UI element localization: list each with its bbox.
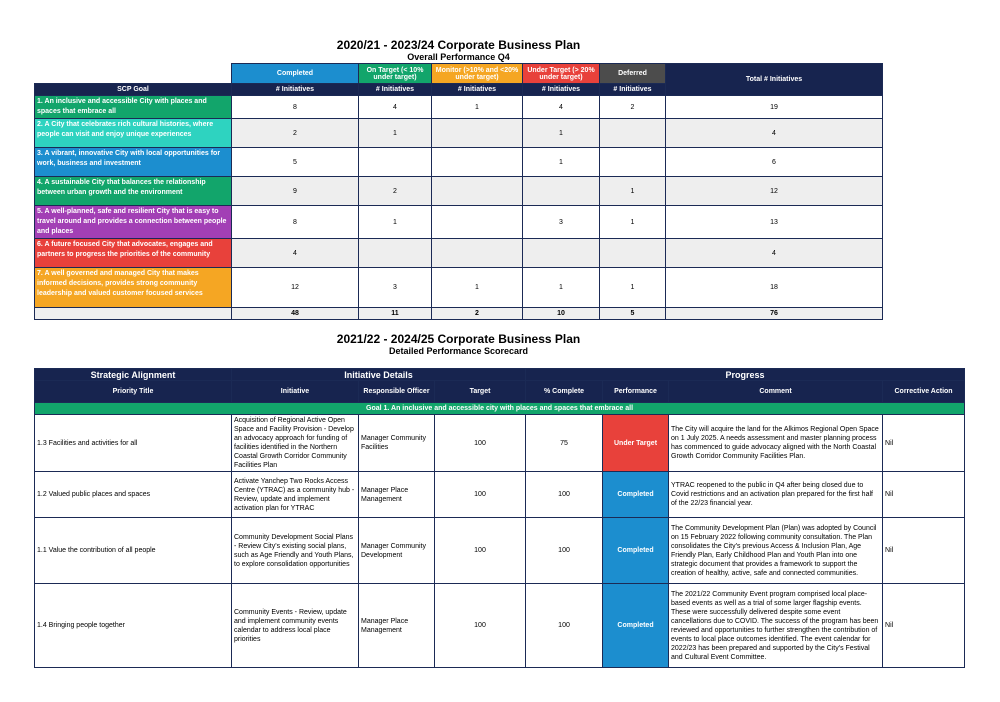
scorecard-row [35, 584, 965, 668]
col-responsible-officer: Responsible Officer [359, 381, 435, 403]
count-on-target [359, 239, 432, 268]
count-total: 13 [666, 206, 883, 239]
count-total: 19 [666, 96, 883, 119]
group-strategic-alignment: Strategic Alignment [35, 369, 232, 381]
priority-title: 1.4 Bringing people together [35, 584, 232, 668]
count-total: 18 [666, 268, 883, 308]
count-completed: 8 [232, 206, 359, 239]
goal-summary-row [35, 119, 883, 148]
col-corrective-action: Corrective Action [883, 381, 965, 403]
header-on-target: On Target (< 10% under target) [359, 64, 432, 84]
header-initiatives: # Initiatives [359, 84, 432, 96]
count-monitor [432, 148, 523, 177]
goal-summary-row [35, 148, 883, 177]
col-priority-title: Priority Title [35, 381, 232, 403]
corrective-action: Nil [883, 472, 965, 518]
group-progress: Progress [526, 369, 965, 381]
total-completed: 48 [232, 308, 359, 320]
comment-text: The 2021/22 Community Event program comprised local place-based events as well as a trial of some larger flagship events. These were successfully delivered despite some event cancellations due to COVID. The success of the program has been reviewed and opportunities to further strengthen the contribution of events to local place outcomes identified. The event calendar for 2022/23 has been prepared and supported by the City's Festival and Cultural Event Committee. [669, 584, 883, 668]
count-monitor: 1 [432, 96, 523, 119]
header-initiatives: # Initiatives [600, 84, 666, 96]
target-value: 100 [435, 584, 526, 668]
col-comment: Comment [669, 381, 883, 403]
count-total: 12 [666, 177, 883, 206]
total-on-target: 11 [359, 308, 432, 320]
comment-text: The City will acquire the land for the Alkimos Regional Open Space on 1 July 2025. A needs assessment and master planning process has commenced to guide advocacy aligned with the North Coastal Growth Corridor Community Facilities Plan. [669, 415, 883, 472]
count-under-target: 4 [523, 96, 600, 119]
count-completed: 5 [232, 148, 359, 177]
header-scp-goal: SCP Goal [35, 84, 232, 96]
group-initiative-details: Initiative Details [232, 369, 526, 381]
count-on-target: 4 [359, 96, 432, 119]
percent-complete: 100 [526, 584, 603, 668]
count-deferred: 1 [600, 177, 666, 206]
col-percent-complete: % Complete [526, 381, 603, 403]
col-performance: Performance [603, 381, 669, 403]
count-under-target: 1 [523, 148, 600, 177]
count-completed: 2 [232, 119, 359, 148]
count-on-target: 1 [359, 206, 432, 239]
count-under-target: 1 [523, 119, 600, 148]
count-total: 4 [666, 239, 883, 268]
count-under-target: 1 [523, 268, 600, 308]
count-completed: 8 [232, 96, 359, 119]
count-deferred [600, 239, 666, 268]
scorecard-row [35, 415, 965, 472]
goal-label: 6. A future focused City that advocates, engages and partners to progress the priorities of the community [35, 239, 232, 268]
percent-complete: 75 [526, 415, 603, 472]
responsible-officer: Manager Community Facilities [359, 415, 435, 472]
goal-label: 3. A vibrant, innovative City with local opportunities for work, business and investment [35, 148, 232, 177]
goal-summary-row [35, 206, 883, 239]
col-target: Target [435, 381, 526, 403]
total-initiatives: 76 [666, 308, 883, 320]
priority-title: 1.3 Facilities and activities for all [35, 415, 232, 472]
count-deferred: 2 [600, 96, 666, 119]
scorecard-table [34, 368, 965, 668]
priority-title: 1.2 Valued public places and spaces [35, 472, 232, 518]
header-monitor: Monitor (>10% and <20% under target) [432, 64, 523, 84]
goal-label: 4. A sustainable City that balances the relationship between urban growth and the environment [35, 177, 232, 206]
count-deferred [600, 119, 666, 148]
count-monitor [432, 206, 523, 239]
count-monitor [432, 177, 523, 206]
scorecard-subtitle: Detailed Performance Scorecard [388, 346, 529, 356]
target-value: 100 [435, 472, 526, 518]
performance-status: Under Target [603, 415, 669, 472]
count-total: 6 [666, 148, 883, 177]
goal-label: 5. A well-planned, safe and resilient City that is easy to travel around and provides a connection between people and places [35, 206, 232, 239]
summary-title: 2020/21 - 2023/24 Corporate Business Plan [336, 38, 581, 52]
percent-complete: 100 [526, 518, 603, 584]
target-value: 100 [435, 518, 526, 584]
header-completed: Completed [232, 64, 359, 84]
col-initiative: Initiative [232, 381, 359, 403]
comment-text: YTRAC reopened to the public in Q4 after being closed due to Covid restrictions and an activation plan prepared for the first half of the 22/23 financial year. [669, 472, 883, 518]
goal-summary-row [35, 268, 883, 308]
count-under-target [523, 239, 600, 268]
performance-status: Completed [603, 472, 669, 518]
responsible-officer: Manager Place Management [359, 472, 435, 518]
initiative-text: Activate Yanchep Two Rocks Access Centre (YTRAC) as a community hub - Review, update and implement activation plan for YTRAC [232, 472, 359, 518]
goal-label: 2. A City that celebrates rich cultural histories, where people can visit and enjoy unique experiences [35, 119, 232, 148]
count-monitor [432, 239, 523, 268]
scorecard-title: 2021/22 - 2024/25 Corporate Business Plan [336, 332, 581, 346]
header-initiatives: # Initiatives [232, 84, 359, 96]
corrective-action: Nil [883, 584, 965, 668]
initiative-text: Acquisition of Regional Active Open Space and Facility Provision - Develop an advocacy approach for funding of facilities identified in the Northern Coastal Growth Corridor Community Facilities Plan [232, 415, 359, 472]
count-deferred: 1 [600, 206, 666, 239]
goal-label: 7. A well governed and managed City that makes informed decisions, provides strong community leadership and valued customer focused services [35, 268, 232, 308]
scorecard-row [35, 472, 965, 518]
initiative-text: Community Events - Review, update and implement community events calendar to address local place priorities [232, 584, 359, 668]
header-initiatives: # Initiatives [523, 84, 600, 96]
comment-text: The Community Development Plan (Plan) was adopted by Council on 15 February 2022 following community consultation. The Plan consolidates the City's previous Access & Inclusion Plan, Age Friendly Plan, Early Childhood Plan and Youth Plan into one strategic document that provides a framework to support the creation of healthy, active, safe and connected communities. [669, 518, 883, 584]
goal-summary-row [35, 96, 883, 119]
blank-header-cell [35, 64, 232, 84]
header-under-target: Under Target (> 20% under target) [523, 64, 600, 84]
target-value: 100 [435, 415, 526, 472]
count-completed: 12 [232, 268, 359, 308]
count-total: 4 [666, 119, 883, 148]
responsible-officer: Manager Community Development [359, 518, 435, 584]
count-under-target: 3 [523, 206, 600, 239]
count-on-target: 2 [359, 177, 432, 206]
performance-status: Completed [603, 584, 669, 668]
corrective-action: Nil [883, 518, 965, 584]
percent-complete: 100 [526, 472, 603, 518]
goal-summary-row [35, 177, 883, 206]
goal-row: Goal 1. An inclusive and accessible city with places and spaces that embrace all [35, 403, 965, 415]
count-monitor: 1 [432, 268, 523, 308]
corrective-action: Nil [883, 415, 965, 472]
totals-label [35, 308, 232, 320]
scorecard-row [35, 518, 965, 584]
priority-title: 1.1 Value the contribution of all people [35, 518, 232, 584]
total-deferred: 5 [600, 308, 666, 320]
performance-status: Completed [603, 518, 669, 584]
count-on-target [359, 148, 432, 177]
count-deferred [600, 148, 666, 177]
summary-subtitle: Overall Performance Q4 [407, 52, 510, 62]
goal-label: 1. An inclusive and accessible City with places and spaces that embrace all [35, 96, 232, 119]
count-monitor [432, 119, 523, 148]
total-under-target: 10 [523, 308, 600, 320]
header-deferred: Deferred [600, 64, 666, 84]
responsible-officer: Manager Place Management [359, 584, 435, 668]
count-on-target: 1 [359, 119, 432, 148]
header-total: Total # Initiatives [666, 64, 883, 96]
summary-table [34, 63, 883, 320]
count-on-target: 3 [359, 268, 432, 308]
goal-summary-row [35, 239, 883, 268]
header-initiatives: # Initiatives [432, 84, 523, 96]
count-completed: 9 [232, 177, 359, 206]
total-monitor: 2 [432, 308, 523, 320]
count-deferred: 1 [600, 268, 666, 308]
totals-row [35, 308, 883, 320]
count-under-target [523, 177, 600, 206]
initiative-text: Community Development Social Plans - Review City's existing social plans, such as Age Friendly and Youth Plans, to explore consolidation opportunities [232, 518, 359, 584]
count-completed: 4 [232, 239, 359, 268]
